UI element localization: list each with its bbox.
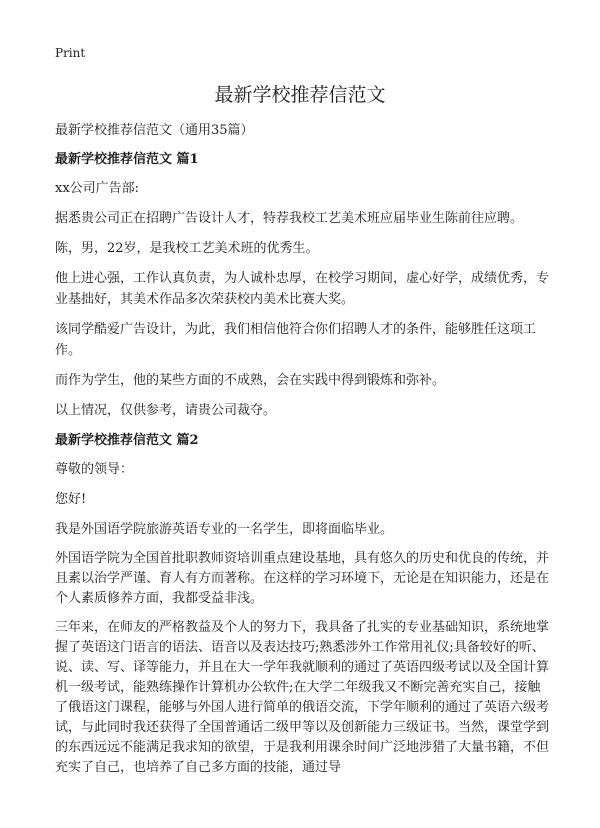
paragraph: xx公司广告部: [55, 181, 140, 196]
paragraph: 以上情况，仅供参考，请贵公司裁夺。 [55, 403, 277, 418]
paragraph: 我是外国语学院旅游英语专业的一名学生，即将面临毕业。 [55, 522, 394, 537]
document-subtitle: 最新学校推荐信范文（通用35篇） [55, 123, 254, 138]
paragraph: 外国语学院为全国首批职教师资培训重点建设基地，具有悠久的历史和优良的传统，并且素以治学严谨、育人有方而著称。在这样的学习环境下，无论是在知识能力，还是在个人素质修养方面，我都受益非浅。 [55, 551, 550, 606]
paragraph: 三年来，在师友的严格教益及个人的努力下，我具备了扎实的专业基础知识，系统地掌握了英语这门语言的语法、语音以及表达技巧;熟悉涉外工作常用礼仪;具备较好的听、说、读、写、译等能力，并且在大一学年我就顺利的通过了英语四级考试以及全国计算机一级考试，能熟练操作计算机办公软件;在大学二年级我又不断完善充实自己，接触了俄语这门课程，能够与外国人进行简单的俄语交流，下学年顺利的通过了英语六级考试，与此同时我还获得了全国普通话二级甲等以及创新能力三级证书。当然，课堂学到的东西远远不能满足我求知的欲望，于是我利用课余时间广泛地涉猎了大量书籍，不但充实了自己，也培养了自己多方面的技能，通过导 [55, 620, 550, 775]
paragraph: 陈，男，22岁，是我校工艺美术班的优秀生。 [55, 241, 319, 256]
paragraph: 尊敬的领导： [55, 462, 134, 477]
section-heading-2: 最新学校推荐信范文 篇2 [55, 433, 199, 448]
print-link[interactable]: Print [55, 46, 86, 60]
paragraph: 据悉贵公司正在招聘广告设计人才，特荐我校工艺美术班应届毕业生陈前往应聘。 [55, 211, 524, 226]
section-heading-1: 最新学校推荐信范文 篇1 [55, 152, 199, 167]
paragraph: 该同学酷爱广告设计，为此，我们相信他符合你们招聘人才的条件，能够胜任这项工作。 [55, 322, 537, 358]
paragraph: 他上进心强，工作认真负责，为人诚朴忠厚，在校学习期间，虚心好学，成绩优秀，专业基拙好，其美术作品多次荣获校内美术比赛大奖。 [55, 271, 550, 307]
page-title: 最新学校推荐信范文 [214, 84, 386, 106]
paragraph: 您好! [55, 492, 87, 507]
paragraph: 而作为学生，他的某些方面的不成熟，会在实践中得到锻炼和弥补。 [55, 373, 446, 388]
document-body [55, 120, 552, 787]
